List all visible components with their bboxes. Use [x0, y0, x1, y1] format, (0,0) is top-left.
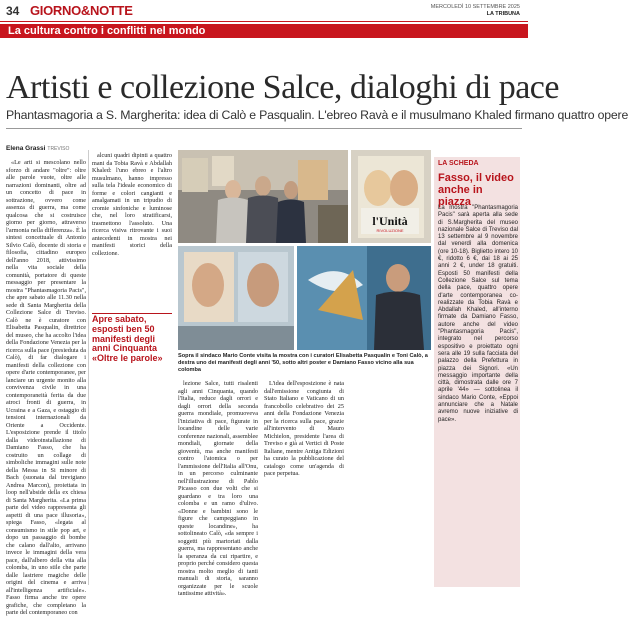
- column-separator: [88, 150, 89, 585]
- page-number: 34: [6, 4, 20, 18]
- byline: [6, 145, 69, 152]
- headline: Artisti e collezione Salce, dialoghi di pace: [6, 69, 559, 106]
- article-column-2: [92, 152, 172, 257]
- info-box-text: La mostra "Phantasmagoria Pacis" sarà aperta alla sede di S.Margherita del museo nazionale Salce di Treviso dal 13 settembre al 9 novembre dal venerdì alla domenica (ore 10-18). Biglietto intero 10 €, ridotto 6 €, dai 18 ai 25 anni 2 €, under 18 gratuiti. Esposti 50 manifesti della Collezione Salce sul tema della pace, quattro opere d'arte contemporanea co-realizzate da Tobia Ravà e Abdallah Khaled, all'interno firmate da Damiano Fasso, autore anche del video "Phantasmagoria Pacis", integrato nel percorso espositivo e proiettato ogni sera alle 19 sulla facciata del palazzo della Prefettura in piazza dei Signori. «Un messaggio importante della città, dimostrata dalle ore 7 aprile '44» — sottolinea il sindaco Mario Conte, «Eppoi annunciare che a Natale avremo nuove iniziative di pace».: [438, 205, 518, 423]
- photo-caption: Sopra il sindaco Mario Conte visita la mostra con i curatori Elisabetta Pasqualin e Toni Calò, a destra uno dei manifesti degli anni '50, sotto altri poster e Damiano Fasso vicino alla sua colomba: [178, 353, 428, 373]
- dateline: [431, 4, 520, 18]
- column-2-text: alcuni quadri dipinti a quattro mani da Tobia Ravà e Abdallah Khaled: l'uno ebreo e l'altro musulmano, hanno impresso sulla tela l'ideale economico di forme e colori cangianti e amalgamati in un tripudio di cromie sinfoniche e luminose che, nel loro stratificarsi, trasmettono l'assoluto. Una ricerca visiva ritrovante i suoi antecedenti in mostra nei manifesti storici della collezione.: [92, 152, 172, 257]
- article-column-3: [178, 380, 258, 598]
- newspaper-name: LA TRIBUNA: [486, 11, 520, 17]
- info-box-headline: Fasso, il video anche in piazza: [438, 172, 514, 208]
- masthead: [0, 0, 528, 22]
- article-column-4: [264, 380, 344, 478]
- subheadline: Phantasmagoria a S. Margherita: idea di Calò e Pasqualin. L'ebreo Ravà e il musulmano Khaled firmano quattro opere: [6, 108, 628, 122]
- date: MERCOLEDÌ 10 SETTEMBRE 2025: [430, 4, 520, 10]
- box-headline: Apre sabato, esposti ben 50 manifesti degli anni Cinquanta «Oltre le parole»: [92, 314, 163, 364]
- column-4-text: L'idea dell'esposizione è nata dall'emissione congiunta di Stato Italiano e Vaticano di un francobollo celebrativo dei 25 anni della Fondazione Venezia per la ricerca sulla pace, grazie all'intervento di Mauro Michielon, presidente l'area di Treviso e già ai Vertici di Poste Italiane, mentre Antiga Edizioni ha curato la pubblicazione del catalogo come un'agenda di pace perpetua.: [264, 380, 344, 477]
- column-1-text: «Le arti si mescolano nello sforzo di andare "oltre": oltre alle parole vuote, oltre alle narrazioni dominanti, oltre ad un concetto di pace in sottrazione, ovvero come assenza di guerra, ma come qualcosa che si costruisce giorno per giorno, attraverso l'armonia nella differenza». È la sintesi concettuale di Antonio Silvio Calò, docente di storia e filosofia, cittadino europeo dell'anno 2018, attivissimo nella vita sociale della comunità, portatore di queste messaggio per presentare la mostra "Phantasmagoria Pacis", che apre sabato alle 11.30 nella sede di Santa Margherita della Collezione Salce di Treviso. Calò ne è curatore con Elisabetta Pasqualin, direttrice del museo, che ha accolto l'idea della Fondazione Venezia per la ricerca sulla pace (presieduta da Calò), di far dialogare i manifesti della collezione con opere d'arte contemporanee, per lanciare un urgente monito alla convivenza civile in una contemporaneità ferita da due atroci fronti di guerra, in Ucraina e a Gaza, e ostaggio di tensioni internazionali da Oriente a Occidente. L'esposizione prende il titolo dalla videoinstallazione di Damiano Fasso, che ha costruito un collage di simboliche immagini sulle note della Messa in Si minore di Bach (suonata dal trevigiano Andrea Marcon), proiettata in loop nell'abside della ex chiesa di Santa Margherita. «La prima parte del video rappresenta gli aspetti di una pace illusoria», spiega Fasso, «legata al consumismo in stile pop art, e dopo un passaggio di bombe che calano dall'alto, arrivano invece le immagini della vera pace, dall'albero della vita alla colomba, in uno stile che parte dalle lastriere magiche delle origini del cinema e arriva all'intelligenza artificiale». Fasso firma anche tre opere grafiche, che completano la parte del contemporaneo con: [6, 159, 86, 616]
- masthead-rule: [0, 21, 528, 22]
- info-box-label: LA SCHEDA: [438, 160, 479, 167]
- divider: [6, 128, 522, 129]
- author: Elena Grassi: [6, 145, 46, 152]
- article-column-1: [6, 159, 86, 617]
- photo-collage-image: [178, 150, 431, 350]
- photo-collage: [178, 150, 431, 350]
- city: TREVISO: [47, 146, 70, 152]
- topic-band: [0, 24, 528, 38]
- poster-title: l'Unità: [372, 214, 408, 228]
- poster-subtitle: RIVOLUZIONE: [376, 228, 404, 233]
- column-3-text: lezione Salce, tutti risalenti agli anni Cinquanta, quando l'Italia, reduce dagli orrori e dagli orrori della seconda guerra mondiale, promuoveva l'iniziativa di pace, figurate in locandine delle varie conferenze nazionali, assemblee mondiali, giornate della gioventù, ma anche manifesti contro l'atomica o per l'ammissione dell'Italia all'Onu, in un percorso culminante nell'illustrazione di Pablo Picasso con due volti che si guardano e tra loro una colomba e un ramo d'ulivo. «Donne e bambini sono le figure che campeggiano in queste locandine», ha sottolineato Calò, «da sempre i soggetti più martoriati dalla guerra, ma rappresentano anche la speranza da cui ripartire, e proprio perché considero questa mostra molto meglio di tanti manuali di storia, saranno organizzate per le scuole tantissime attività».: [178, 380, 258, 597]
- topic-band-label: La cultura contro i conflitti nel mondo: [8, 25, 206, 37]
- section-title: GIORNO&NOTTE: [30, 3, 133, 18]
